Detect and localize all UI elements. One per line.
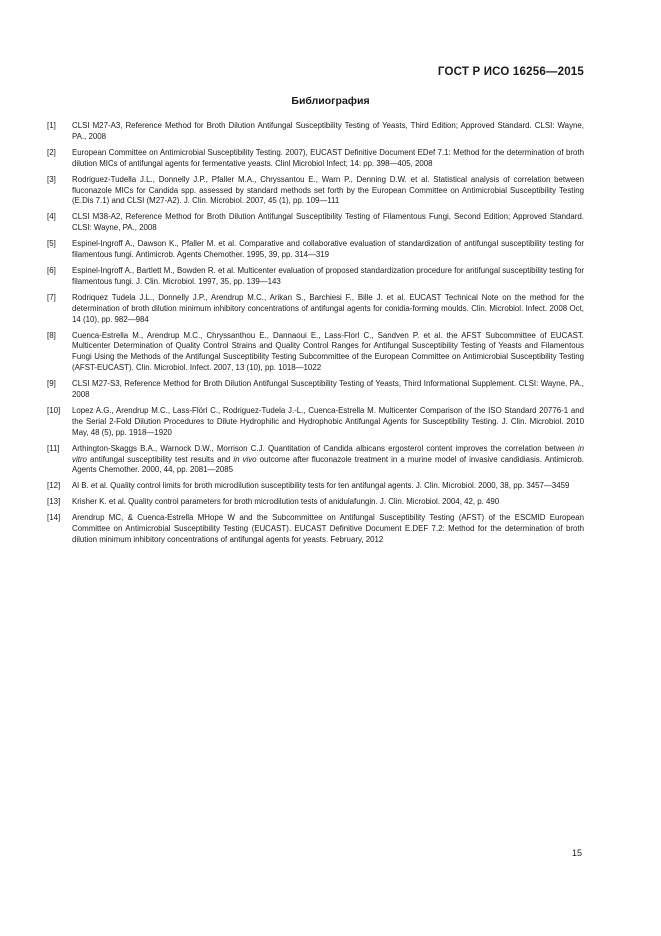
reference-text: Espinel-Ingroff A., Bartlett M., Bowden R. et al. Multicenter evaluation of proposed standardization procedure for antifungal susceptibility testing for filamentous fungi. J. Clin. Microbiol. 1997, 35, pp. 139—143 xyxy=(72,265,584,286)
reference-text: Al B. et al. Quality control limits for broth microdilution susceptibility tests for ten antifungal agents. J. Clin. Microbiol. 2000, 38, pp. 3457—3459 xyxy=(72,481,570,491)
page-number: 15 xyxy=(571,848,582,858)
reference-text: Cuenca-Estrella M., Arendrup M.C., Chryssanthou E., Dannaoui E., Lass-Florl C., Sandven P. et al. the AFST Subcommittee of EUCAST. Multicenter Determination of Quality Control Strains and Quality Control Ranges for Antifungal Susceptibility Testing of Yeasts and Filamentous Fungi Using the Methods of the Antifungal Susceptibility Testing Subcommittee of the European Committee on Antimicrobial Susceptibility Testing (AFST-EUCAST). Clin. Microbiol. Infect. 2007, 13 (10), pp. 1018—1022 xyxy=(72,330,584,373)
reference-text: Arendrup MC, & Cuenca-Estrella MHope W and the Subcommittee on Antifungal Susceptibility Testing (AFST) of the ESCMID European Committee on Antimicrobial Susceptibility Testing (EUCAST). EUCAST Definitive Document E.DEF 7.2: Method for the determination of broth dilution minimum inhibitory concentrations of antifungal agents for yeasts. February, 2012 xyxy=(72,513,584,544)
reference-text-part: antifungal susceptibility test results and xyxy=(86,454,234,464)
reference-number: [13] xyxy=(47,497,61,507)
reference-item xyxy=(47,212,584,234)
reference-text: Rodriquez Tudela J.L., Donnelly J.P., Arendrup M.C., Arikan S., Barchiesi F., Bille J. et al. EUCAST Technical Note on the method for the determination of broth dilution minimum inhibitory concentrations of antifungal agents for conidia-forming moulds. Clin. Microbiol. Infect. 2008 Oct, 14 (10), pp. 982—984 xyxy=(72,292,584,324)
reference-number: [4] xyxy=(47,212,56,222)
reference-item xyxy=(47,121,584,143)
reference-item xyxy=(47,497,584,508)
standard-code: ГОСТ Р ИСО 16256—2015 xyxy=(437,66,584,78)
reference-text: CLSI M27-A3, Reference Method for Broth Dilution Antifungal Susceptibility Testing of Yeasts, Third Edition; Approved Standard. CLSI: Wayne, PA., 2008 xyxy=(72,121,584,141)
reference-italic-text: in vitro xyxy=(72,443,584,464)
reference-number: [9] xyxy=(47,379,56,389)
reference-item xyxy=(47,266,584,288)
page-title: Библиография xyxy=(291,95,370,107)
reference-number: [5] xyxy=(47,239,56,249)
reference-text: CLSI M38-A2, Reference Method for Broth Dilution Antifungal Susceptibility Testing of Filamentous Fungi, Second Edition; Approved Standard. CLSI: Wayne, PA., 2008 xyxy=(72,212,584,233)
reference-number: [1] xyxy=(47,121,56,130)
reference-item xyxy=(47,148,584,170)
reference-item xyxy=(47,406,584,439)
reference-number: [6] xyxy=(47,265,56,275)
reference-item xyxy=(47,513,584,546)
reference-number: [11] xyxy=(47,443,60,453)
reference-item xyxy=(47,379,584,401)
reference-number: [10] xyxy=(47,405,61,415)
reference-item xyxy=(47,331,584,375)
reference-item xyxy=(47,175,584,208)
reference-text: CLSI M27-S3, Reference Method for Broth Dilution Antifungal Susceptibility Testing of Yeasts, Third Informational Supplement. CLSI: Wayne, PA., 2008 xyxy=(72,379,584,400)
reference-item xyxy=(47,293,584,326)
reference-number: [12] xyxy=(47,481,61,491)
reference-number: [3] xyxy=(47,174,56,184)
reference-text: Krisher K. et al. Quality control parameters for broth microdilution tests of anidulafungin. J. Clin. Microbiol. 2004, 42, p. 490 xyxy=(72,497,500,507)
reference-text xyxy=(72,444,584,477)
reference-list xyxy=(47,121,584,551)
reference-number: [7] xyxy=(47,292,56,302)
reference-item xyxy=(47,239,584,261)
reference-text-part: Arthington-Skaggs B.A., Warnock D.W., Morrison C.J. Quantitation of Candida albicans ergosterol content improves the correlation between xyxy=(72,443,578,453)
reference-number: [8] xyxy=(47,330,56,340)
reference-text: Lopez A.G., Arendrup M.C., Lass-Flörl C., Rodriguez-Tudela J.-L., Cuenca-Estrella M. Multicenter Comparison of the ISO Standard 20776-1 and the Serial 2-Fold Dilution Procedures to Dilute Hydrophilic and Hydrophobic Antifungal Agents for Susceptibility Testing. J. Clin. Microbiol. 2010 May, 48 (5), pp. 1918—1920 xyxy=(72,405,584,437)
reference-text: Espinel-Ingroff A., Dawson K., Pfaller M. et al. Comparative and collaborative evaluation of standardization of antifungal susceptibility testing for filamentous fungi. Antimicrob. Agents Chemother. 1995, 39, pp. 314—319 xyxy=(72,239,584,260)
reference-number: [14] xyxy=(47,513,61,523)
reference-number: [2] xyxy=(47,147,56,157)
reference-text: Rodriguez-Tudella J.L., Donnelly J.P., Pfaller M.A., Chryssantou E., Warn P., Denning D.W. et al. Statistical analysis of correlation between fluconazole MICs for Candida spp. assessed by standard methods set forth by the European Committee on Antimicrobial Susceptibility Testing (E.Dis 7.1) and CLSI (M27-A2). J. Clin. Microbiol. 2007, 45 (1), pp. 109—111 xyxy=(72,174,584,206)
reference-italic-text: in vivo xyxy=(233,454,257,464)
reference-item xyxy=(47,444,584,477)
reference-item xyxy=(47,481,584,492)
reference-text: European Committee on Antimicrobial Susceptibility Testing. 2007), EUCAST Definitive Document EDef 7.1: Method for the determination of broth dilution MICs of antifungal agents for fermentative yeasts. Clinl Microbiol Infect; 14: pp. 398—405, 2008 xyxy=(72,147,584,168)
reference-text-part: outcome after fluconazole treatment in a murine model of invasive candidiasis. Antimicrob. Agents Chemother. 2000, 44, pp. 2081—2085 xyxy=(72,454,584,475)
